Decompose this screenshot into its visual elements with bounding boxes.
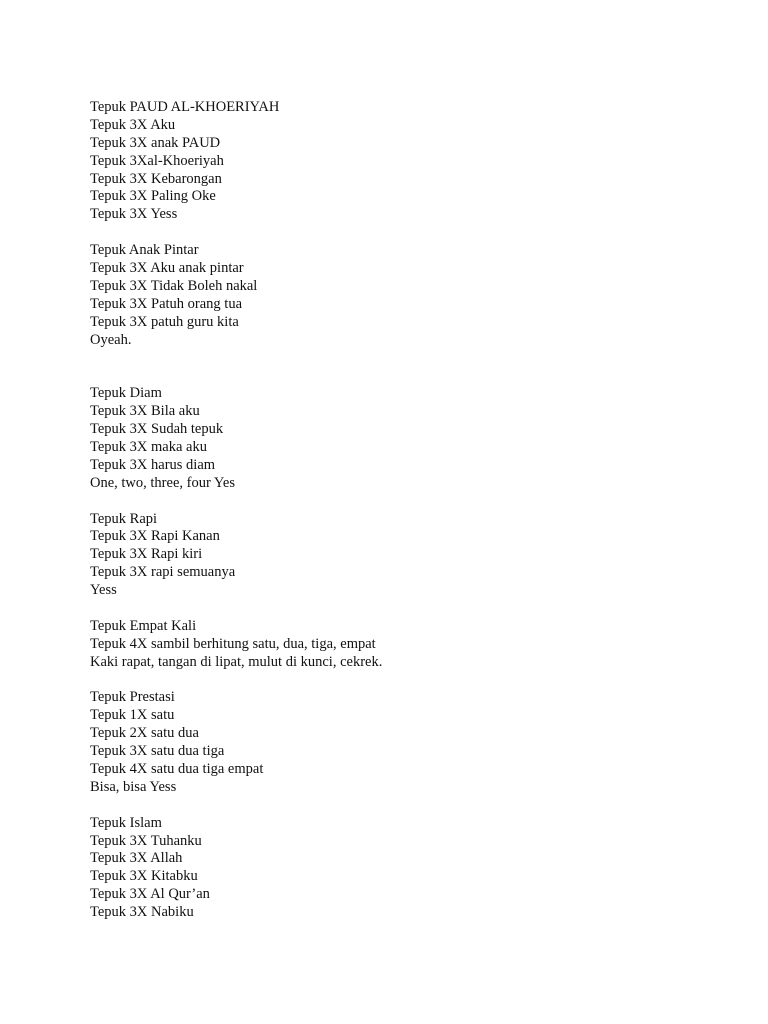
section-title: Tepuk Rapi [90, 510, 158, 527]
verse-line: Tepuk 4X satu dua tiga empat [90, 760, 264, 777]
paragraph-gap [90, 600, 730, 618]
verse-line: Tepuk 3Xal-Khoeriyah [90, 152, 224, 169]
verse-line: Tepuk 3X Nabiku [90, 904, 194, 921]
verse-line: Tepuk 3X Al Qur’an [90, 886, 210, 903]
paragraph-gap [90, 493, 730, 511]
section-tepuk-islam [90, 815, 730, 922]
section-title: Tepuk Empat Kali [90, 617, 197, 634]
section-tepuk-paud [90, 99, 730, 224]
section-tepuk-anak-pintar [90, 242, 730, 349]
verse-line: Kaki rapat, tangan di lipat, mulut di kunci, cekrek. [90, 653, 383, 670]
paragraph-gap [90, 349, 730, 385]
document-page [90, 99, 730, 922]
paragraph-gap [90, 224, 730, 242]
paragraph-gap [90, 797, 730, 815]
verse-line: Tepuk 3X Sudah tepuk [90, 421, 224, 438]
verse-line: Tepuk 3X Rapi Kanan [90, 528, 220, 545]
section-tepuk-prestasi [90, 689, 730, 796]
section-title: Tepuk Anak Pintar [90, 242, 199, 259]
verse-line: Tepuk 3X patuh guru kita [90, 313, 239, 330]
verse-line: Tepuk 3X Bila aku [90, 403, 200, 420]
verse-line: Tepuk 3X maka aku [90, 438, 207, 455]
verse-line: Tepuk 3X Aku [90, 116, 176, 133]
verse-line: Tepuk 3X Allah [90, 850, 183, 867]
verse-line: Bisa, bisa Yess [90, 778, 177, 795]
section-tepuk-rapi [90, 511, 730, 600]
verse-line: Tepuk 3X rapi semuanya [90, 564, 236, 581]
section-tepuk-empat-kali [90, 618, 730, 672]
verse-line: Tepuk 3X anak PAUD [90, 134, 221, 151]
verse-line: Tepuk 1X satu [90, 707, 175, 724]
verse-line: Tepuk 3X Kebarongan [90, 170, 222, 187]
verse-line: Tepuk 3X harus diam [90, 456, 216, 473]
section-title: Tepuk PAUD AL-KHOERIYAH [90, 99, 280, 115]
verse-line: Tepuk 3X Yess [90, 206, 178, 223]
verse-line: Tepuk 4X sambil berhitung satu, dua, tiga, empat [90, 635, 376, 652]
verse-line: Tepuk 3X Aku anak pintar [90, 260, 244, 277]
verse-line: Tepuk 3X Patuh orang tua [90, 295, 243, 312]
verse-line: Tepuk 3X Tidak Boleh nakal [90, 277, 258, 294]
section-tepuk-diam [90, 385, 730, 492]
section-title: Tepuk Islam [90, 814, 162, 831]
verse-line: One, two, three, four Yes [90, 474, 235, 491]
section-title: Tepuk Diam [90, 385, 162, 402]
verse-line: Tepuk 3X Kitabku [90, 868, 198, 885]
verse-line: Tepuk 3X Paling Oke [90, 188, 216, 205]
paragraph-gap [90, 672, 730, 690]
verse-line: Tepuk 3X Rapi kiri [90, 546, 203, 563]
verse-line: Yess [90, 582, 117, 599]
verse-line: Oyeah. [90, 331, 132, 348]
verse-line: Tepuk 3X Tuhanku [90, 832, 202, 849]
section-title: Tepuk Prestasi [90, 689, 175, 706]
verse-line: Tepuk 2X satu dua [90, 725, 199, 742]
verse-line: Tepuk 3X satu dua tiga [90, 743, 225, 760]
